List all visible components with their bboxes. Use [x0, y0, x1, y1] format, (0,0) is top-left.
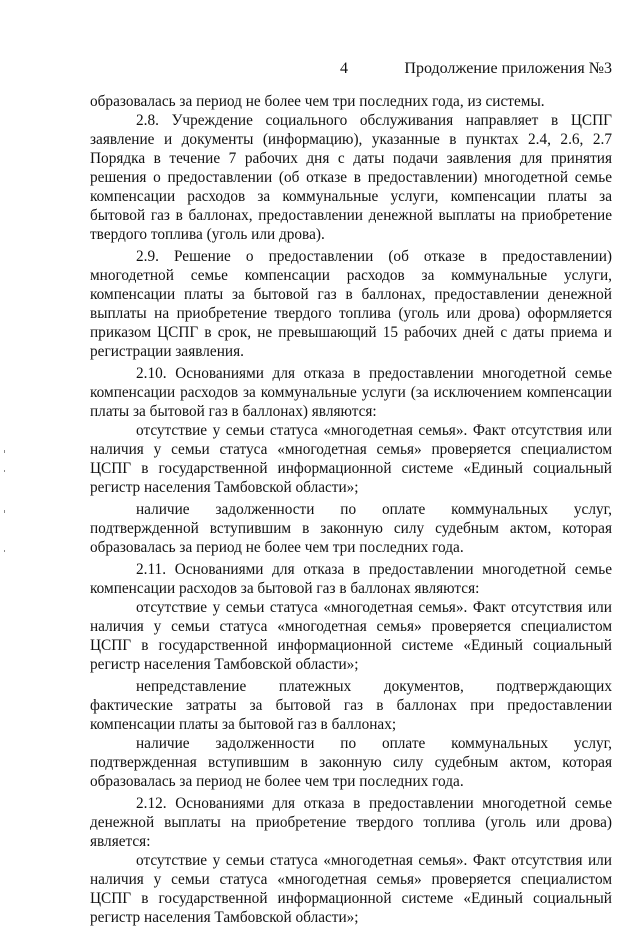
paragraph-2-9: 2.9. Решение о предоставлении (об отказе в предоставлении) многодетной семье компенсации расходов за коммунальные услуги, компенсации платы за бытовой газ в баллонах, предоставлении денежной выплаты на приобретение твердого топлива (уголь или дрова) оформляется приказом ЦСПГ в срок, не превышающий 15 рабочих дней с даты приема и регистрации заявления.: [90, 248, 612, 360]
list-item-debt: наличие задолженности по оплате коммунальных услуг, подтвержденная вступившим в законную силу судебным актом, которая образовалась за период не более чем три последних года.: [90, 735, 612, 790]
document-body: [90, 92, 612, 927]
paragraph-continued: образовалась за период не более чем три последних года, из системы.: [90, 93, 545, 110]
paragraph-2-8: 2.8. Учреждение социального обслуживания направляет в ЦСПГ заявление и документы (информацию), указанные в пунктах 2.4, 2.6, 2.7 Порядка в течение 7 рабочих дня с даты подачи заявления для принятия решения о предоставлении (об отказе в предоставлении) многодетной семье компенсации расходов за коммунальные услуги, компенсации платы за бытовой газ в баллонах, предоставлении денежной выплаты на приобретение твердого топлива (уголь или дрова).: [90, 112, 612, 243]
list-item-status: отсутствие у семьи статуса «многодетная семья». Факт отсутствия или наличия у семьи статуса «многодетная семья» проверяется специалистом ЦСПГ в государственной информационной системе «Единый социальный регистр населения Тамбовской области»;: [90, 599, 612, 673]
page-number: 4: [340, 60, 348, 77]
list-item-status: отсутствие у семьи статуса «многодетная семья». Факт отсутствия или наличия у семьи статуса «многодетная семья» проверяется специалистом ЦСПГ в государственной информационной системе «Единый социальный регистр населения Тамбовской области»;: [90, 852, 612, 926]
page-header: [90, 60, 612, 80]
paragraph-2-10: 2.10. Основаниями для отказа в предоставлении многодетной семье компенсации расходов за коммунальные услуги (за исключением компенсации платы за бытовой газ в баллонах) являются:: [90, 365, 612, 420]
paragraph-2-12: 2.12. Основаниями для отказа в предоставлении многодетной семье денежной выплаты на приобретение твердого топлива (уголь или дрова) является:: [90, 795, 612, 850]
paragraph-2-11: 2.11. Основаниями для отказа в предоставлении многодетной семье компенсации расходов за бытовой газ в баллонах являются:: [90, 561, 612, 597]
list-item-status: отсутствие у семьи статуса «многодетная семья». Факт отсутствия или наличия у семьи статуса «многодетная семья» проверяется специалистом ЦСПГ в государственной информационной системе «Единый социальный регистр населения Тамбовской области»;: [90, 422, 612, 496]
continuation-label: Продолжение приложения №3: [404, 60, 612, 77]
list-item-debt: наличие задолженности по оплате коммунальных услуг, подтвержденной вступившим в законную силу судебным актом, которая образовалась за период не более чем три последних года.: [90, 501, 612, 556]
binding-marks: [4, 450, 6, 570]
list-item-no-documents: непредставление платежных документов, подтверждающих фактические затраты за бытовой газ в баллонах при предоставлении компенсации платы за бытовой газ в баллонах;: [90, 678, 612, 733]
